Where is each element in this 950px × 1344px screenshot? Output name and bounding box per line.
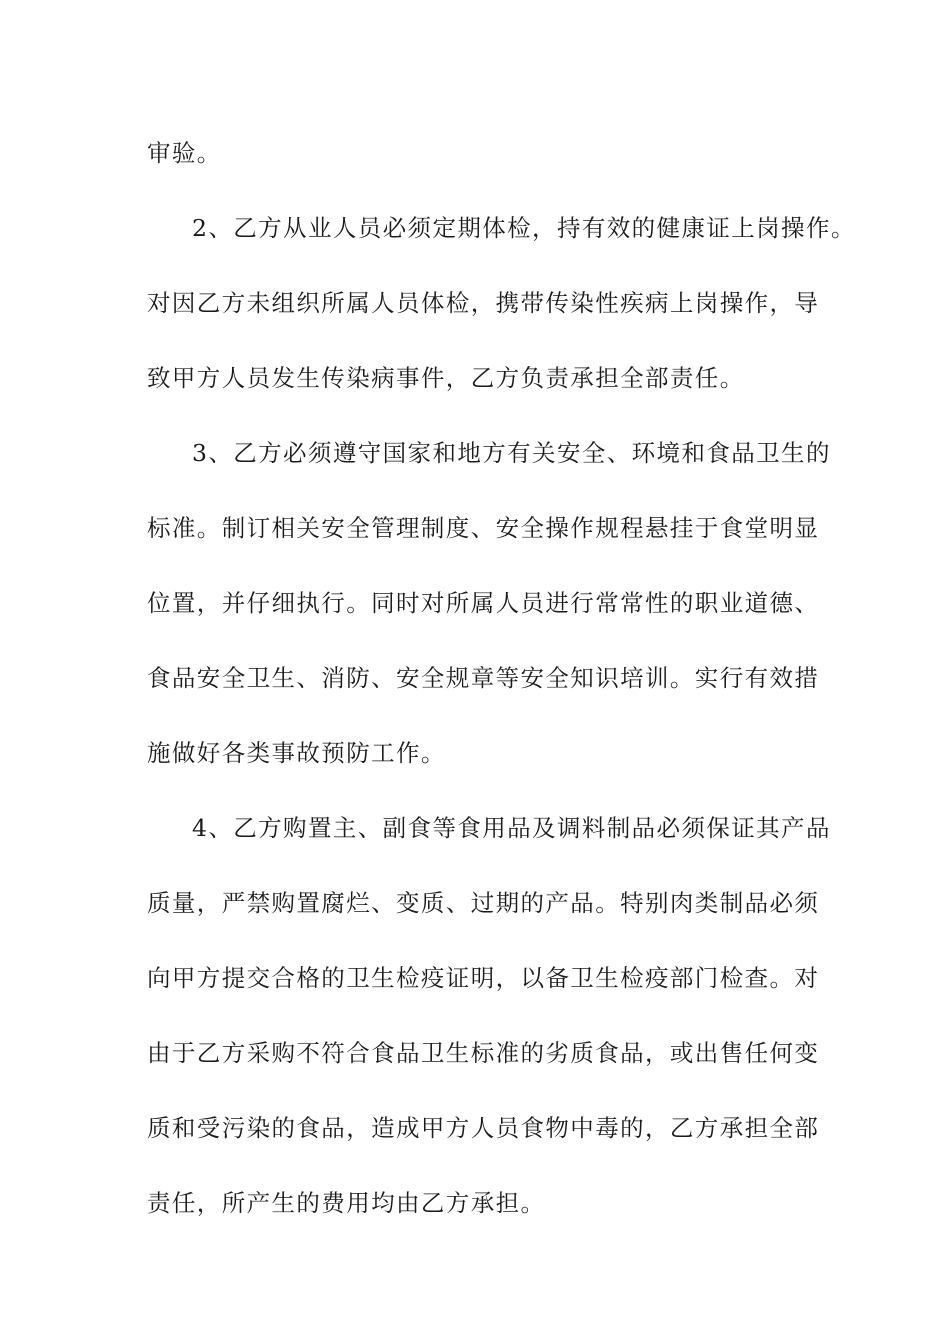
paragraph-2-start: 2、乙方从业人员必须定期体检，持有效的健康证上岗操作。 (192, 214, 856, 242)
paragraph-3-start: 3、乙方必须遵守国家和地方有关安全、环境和食品卫生的 (192, 439, 831, 467)
text-line: 由于乙方采购不符合食品卫生标准的劣质食品，或出售任何变 (147, 1039, 820, 1067)
text-line: 审验。 (147, 139, 222, 167)
text-line: 责任，所产生的费用均由乙方承担。 (147, 1189, 546, 1217)
text-line: 施做好各类事故预防工作。 (147, 739, 446, 767)
text-line: 质和受污染的食品，造成甲方人员食物中毒的，乙方承担全部 (147, 1114, 820, 1142)
text-line: 质量，严禁购置腐烂、变质、过期的产品。特别肉类制品必须 (147, 889, 820, 917)
text-line: 致甲方人员发生传染病事件，乙方负责承担全部责任。 (147, 364, 745, 392)
text-line: 向甲方提交合格的卫生检疫证明，以备卫生检疫部门检查。对 (147, 964, 820, 992)
paragraph-4-start: 4、乙方购置主、副食等食用品及调料制品必须保证其产品 (192, 814, 831, 842)
text-line: 标准。制订相关安全管理制度、安全操作规程悬挂于食堂明显 (147, 514, 820, 542)
text-line: 对因乙方未组织所属人员体检，携带传染性疾病上岗操作，导 (147, 289, 820, 317)
text-line: 食品安全卫生、消防、安全规章等安全知识培训。实行有效措 (147, 664, 820, 692)
text-line: 位置，并仔细执行。同时对所属人员进行常常性的职业道德、 (147, 589, 820, 617)
